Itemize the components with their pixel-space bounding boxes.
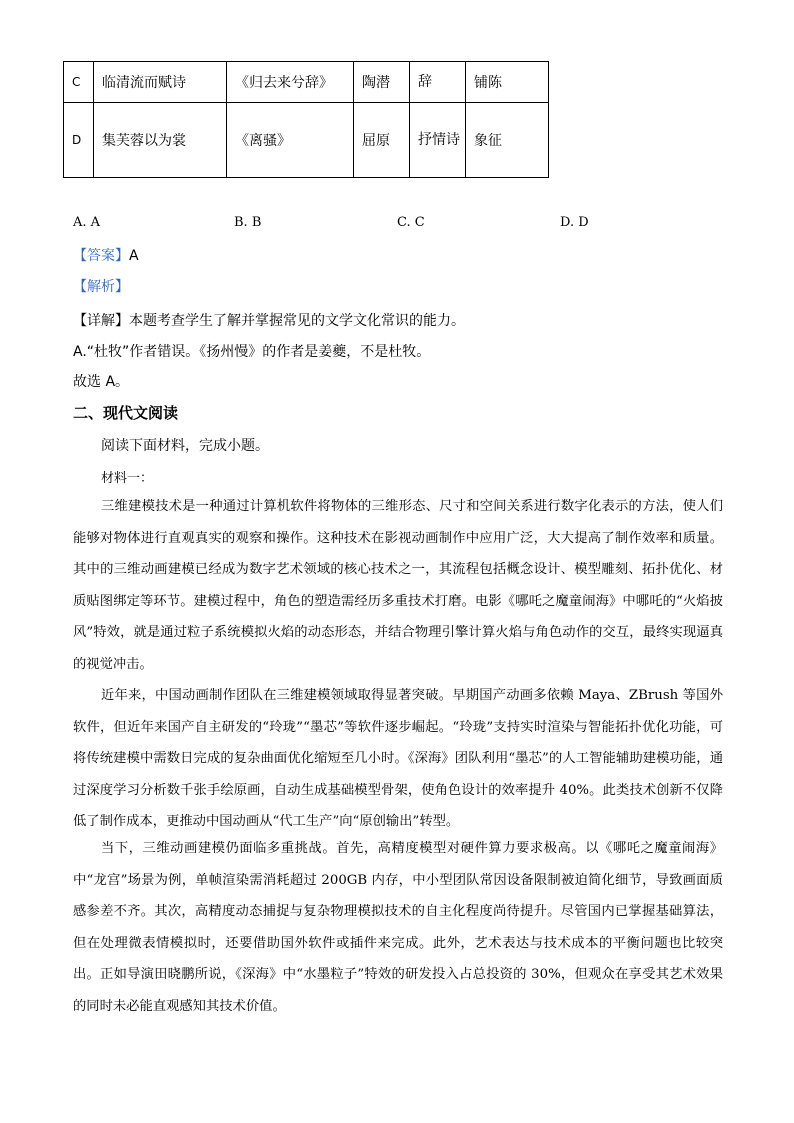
options-table [63,61,549,178]
instruction-text: 阅读下面材料，完成小题。 [101,438,269,454]
technique-cell: 铺陈 [466,62,549,103]
material-label: 材料一： [101,471,154,486]
paragraph-2: 近年来，中国动画制作团队在三维建模领域取得显著突破。早期国产动画多依赖 Maya、ZBrush 等国外软件，但近年来国产自主研发的“玲珑”“墨芯”等软件逐步崛起。“玲珑”支持实时渲染与智能拓扑优化功能，可将传统建模中需数日完成的复杂曲面优化缩短至几小时。《深海》团队利用“墨芯”的人工智能辅助建模功能，通过深度学习分析数千张手绘原画，自动生成基础模型骨架，使角色设计的效率提升 40%。此类技术创新不仅降低了制作成本，更推动中国动画从“代工生产”向“原创输出”转型。 [73,688,723,829]
table-row [64,103,549,178]
option-cell: D [64,103,94,178]
analysis-line [73,276,129,296]
answer-tag: 【答案】 [73,248,129,264]
author-cell: 陶潜 [354,62,410,103]
answer-value: A [129,248,139,264]
work-cell: 《归去来兮辞》 [227,62,354,103]
technique-cell: 象征 [466,103,549,178]
section-title: 二、现代文阅读 [73,404,179,422]
sentence-cell: 临清流而赋诗 [94,62,227,103]
detail-line [73,310,465,330]
detail-text: 本题考查学生了解并掌握常见的文学文化常识的能力。 [129,313,465,329]
choice-d: D. D [560,215,589,230]
explanation-line: A.“杜牧”作者错误。《扬州慢》的作者是姜夔，不是杜牧。 [73,344,431,360]
analysis-tag: 【解析】 [73,279,129,295]
table-row [64,62,549,103]
option-cell: C [64,62,94,103]
paragraph-3: 当下，三维动画建模仍面临多重挑战。首先，高精度模型对硬件算力要求极高。以《哪吒之魔童闹海》中“龙宫”场景为例，单帧渲染需消耗超过 200GB 内存，中小型团队常因设备限制被迫简化细节，导致画面质感参差不齐。其次，高精度动态捕捉与复杂物理模拟技术的自主化程度尚待提升。尽管国内已掌握基础算法，但在处理微表情模拟时，还要借助国外软件或插件来完成。此外，艺术表达与技术成本的平衡问题也比较突出。正如导演田晓鹏所说，《深海》中“水墨粒子”特效的研发投入占总投资的 30%，但观众在享受其艺术效果的同时未必能直观感知其技术价值。 [73,841,723,1014]
paragraph-1: 三维建模技术是一种通过计算机软件将物体的三维形态、尺寸和空间关系进行数字化表示的方法，使人们能够对物体进行直观真实的观察和操作。这种技术在影视动画制作中应用广泛，大大提高了制作效率和质量。其中的三维动画建模已经成为数字艺术领域的核心技术之一，其流程包括概念设计、模型雕刻、拓扑优化、材质贴图绑定等环节。建模过程中，角色的塑造需经历多重技术打磨。电影《哪吒之魔童闹海》中哪吒的“火焰披风”特效，就是通过粒子系统模拟火焰的动态形态，并结合物理引擎计算火焰与角色动作的交互，最终实现逼真的视觉冲击。 [73,499,723,672]
author-cell: 屈原 [354,103,410,178]
conclusion-line: 故选 A。 [73,374,130,390]
sentence-cell: 集芙蓉以为裳 [94,103,227,178]
choice-b: B. B [234,215,262,230]
work-cell: 《离骚》 [227,103,354,178]
answer-line [73,245,139,265]
detail-tag: 【详解】 [73,313,129,329]
genre-cell: 辞 [410,62,466,103]
genre-cell: 抒情诗 [410,103,466,178]
choice-c: C. C [397,215,425,230]
choice-a: A. A [73,215,101,230]
